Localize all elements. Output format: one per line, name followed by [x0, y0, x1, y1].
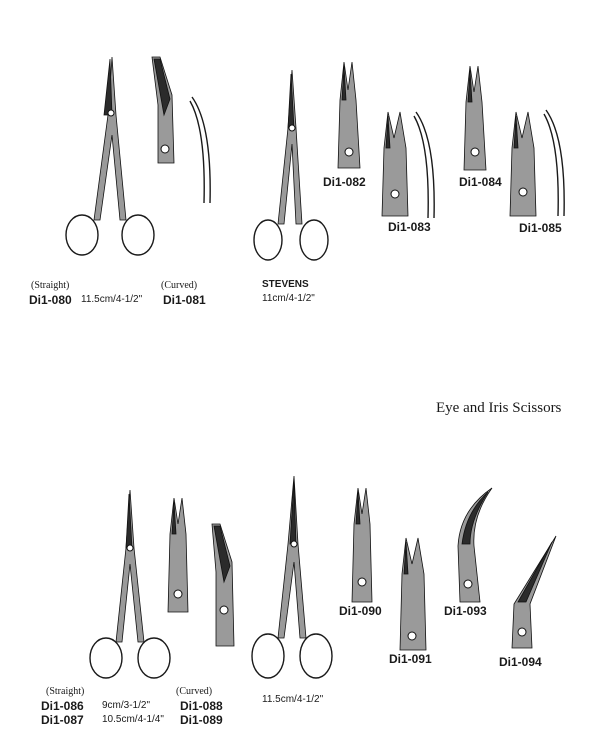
- product-code-di1-090: Di1-090: [339, 604, 382, 618]
- stevens-scissors-illustration: [250, 68, 340, 268]
- scissors-088-tip-illustration: [208, 522, 244, 648]
- size-di1-080: 11.5cm/4-1/2": [81, 294, 143, 305]
- product-code-di1-084: Di1-084: [459, 175, 502, 189]
- product-code-di1-091: Di1-091: [389, 652, 432, 666]
- straight-label-top: (Straight): [31, 280, 70, 291]
- stevens-size: 11cm/4-1/2": [262, 293, 315, 304]
- scissors-curved-tip-illustration: [148, 55, 188, 170]
- scissors-091-tip-illustration: [396, 534, 432, 652]
- straight-label-bottom: (Straight): [46, 686, 85, 697]
- curved-label-bottom: (Curved): [176, 686, 213, 697]
- size-di1-086: 9cm/3-1/2": [102, 700, 151, 711]
- scissors-curved-blade-illustration: [188, 95, 218, 205]
- scissors-083-tip-illustration: [378, 108, 414, 218]
- scissors-085-tip-illustration: [506, 108, 542, 218]
- scissors-094-tip-illustration: [508, 534, 568, 650]
- scissors-083-blade-illustration: [412, 110, 442, 220]
- product-code-di1-086: Di1-086: [41, 699, 84, 713]
- size-di1-087: 10.5cm/4-1/4": [102, 714, 164, 725]
- stevens-label: STEVENS: [262, 279, 309, 290]
- product-code-di1-093: Di1-093: [444, 604, 487, 618]
- product-code-di1-089: Di1-089: [180, 713, 223, 727]
- scissors-088-full-illustration: [248, 474, 338, 684]
- curved-label-top: (Curved): [161, 280, 198, 291]
- product-code-di1-094: Di1-094: [499, 655, 542, 669]
- scissors-090-tip-illustration: [348, 484, 380, 604]
- product-code-di1-085: Di1-085: [519, 221, 562, 235]
- scissors-086-full-illustration: [86, 488, 176, 688]
- scissors-085-blade-illustration: [542, 108, 572, 218]
- product-code-di1-083: Di1-083: [388, 220, 431, 234]
- product-code-di1-081: Di1-081: [163, 293, 206, 307]
- scissors-084-tip-illustration: [458, 62, 494, 172]
- product-code-di1-082: Di1-082: [323, 175, 366, 189]
- section-heading: Eye and Iris Scissors: [436, 400, 562, 416]
- product-code-di1-087: Di1-087: [41, 713, 84, 727]
- product-code-di1-088: Di1-088: [180, 699, 223, 713]
- scissors-086-tip-illustration: [164, 494, 196, 614]
- size-right-bottom: 11.5cm/4-1/2": [262, 694, 324, 705]
- product-code-di1-080: Di1-080: [29, 293, 72, 307]
- scissors-082-tip-illustration: [332, 60, 368, 170]
- scissors-093-tip-illustration: [452, 486, 502, 604]
